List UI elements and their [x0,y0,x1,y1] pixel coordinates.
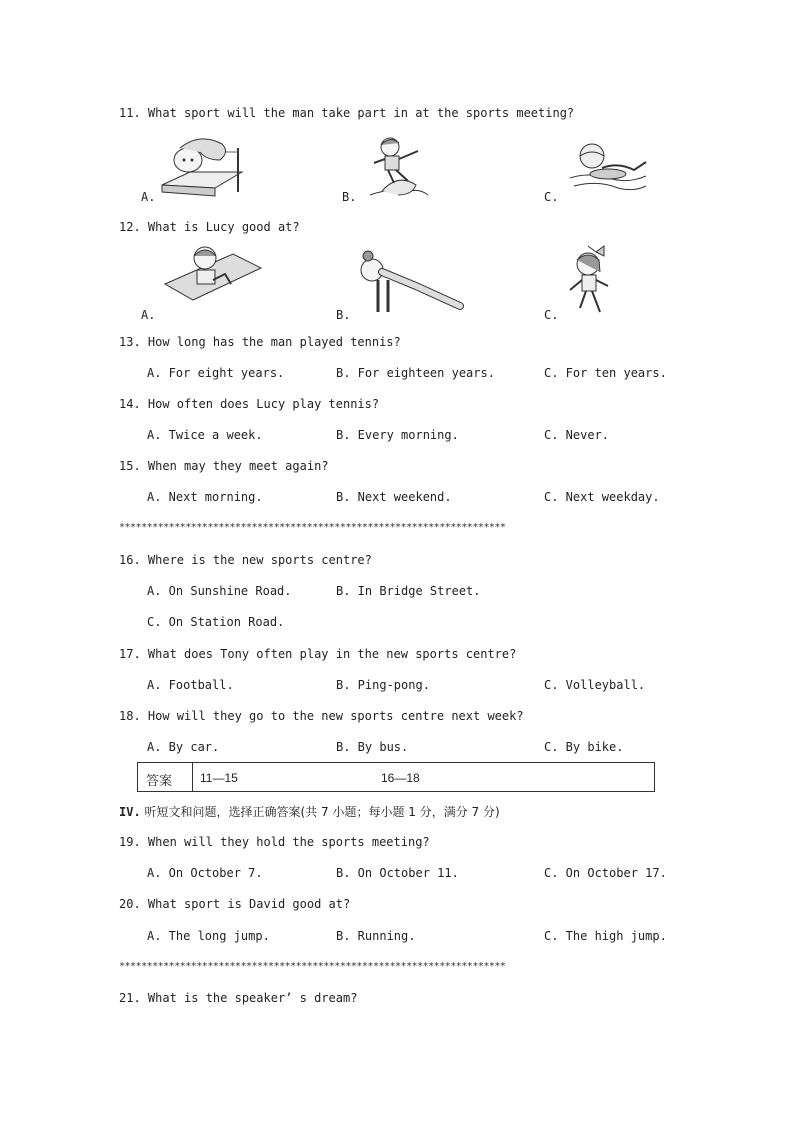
question-18: 18. How will they go to the new sports centre next week? [119,709,524,723]
option-11b[interactable]: B. [342,190,357,204]
option-15c[interactable]: C. Next weekday. [544,490,660,504]
question-11: 11. What sport will the man take part in at the sports meeting? [119,106,575,120]
section-4-heading [119,803,500,820]
option-16b[interactable]: B. In Bridge Street. [336,584,481,598]
question-19: 19. When will they hold the sports meeting? [119,835,430,849]
option-11a[interactable]: A. [141,190,156,204]
option-13a[interactable]: A. For eight years. [147,366,285,380]
question-17: 17. What does Tony often play in the new sports centre? [119,647,517,661]
option-19c[interactable]: C. On October 17. [544,866,667,880]
high-jump-illustration [160,130,245,202]
option-16a[interactable]: A. On Sunshine Road. [147,584,292,598]
option-18c[interactable]: C. By bike. [544,740,624,754]
option-15b[interactable]: B. Next weekend. [336,490,452,504]
option-17c[interactable]: C. Volleyball. [544,678,646,692]
question-15: 15. When may they meet again? [119,459,329,473]
option-13b[interactable]: B. For eighteen years. [336,366,495,380]
long-jump-illustration [368,133,430,201]
option-18b[interactable]: B. By bus. [336,740,409,754]
question-16: 16. Where is the new sports centre? [119,553,372,567]
option-19a[interactable]: A. On October 7. [147,866,263,880]
push-ups-illustration [356,250,466,318]
option-20c[interactable]: C. The high jump. [544,929,667,943]
sit-ups-illustration [163,244,263,304]
question-20: 20. What sport is David good at? [119,897,351,911]
question-14: 14. How often does Lucy play tennis? [119,397,380,411]
option-14c[interactable]: C. Never. [544,428,610,442]
answer-box-divider [192,763,193,791]
answer-box [137,762,655,792]
section-4-title: 听短文和问题，选择正确答案(共 7 小题；每小题 1 分，满分 7 分) [144,805,500,819]
answer-range-16-18[interactable]: 16—18 [381,771,420,785]
question-21: 21. What is the speaker’ s dream? [119,991,358,1005]
option-11c[interactable]: C. [544,190,559,204]
answer-label: 答案 [146,774,173,789]
option-17a[interactable]: A. Football. [147,678,234,692]
option-15a[interactable]: A. Next morning. [147,490,263,504]
option-14a[interactable]: A. Twice a week. [147,428,263,442]
option-16c[interactable]: C. On Station Road. [147,615,285,629]
option-12a[interactable]: A. [141,308,156,322]
divider-1: ********************************************************************** [119,522,506,533]
question-13: 13. How long has the man played tennis? [119,335,401,349]
answer-range-11-15[interactable]: 11—15 [200,771,238,785]
swimming-illustration [568,142,648,200]
option-17b[interactable]: B. Ping-pong. [336,678,430,692]
option-14b[interactable]: B. Every morning. [336,428,459,442]
question-12: 12. What is Lucy good at? [119,220,300,234]
option-18a[interactable]: A. By car. [147,740,220,754]
option-19b[interactable]: B. On October 11. [336,866,459,880]
option-20a[interactable]: A. The long jump. [147,929,270,943]
divider-2: ********************************************************************** [119,961,506,972]
option-20b[interactable]: B. Running. [336,929,416,943]
option-12c[interactable]: C. [544,308,559,322]
section-4-number: IV. [119,805,141,819]
option-12b[interactable]: B. [336,308,351,322]
running-illustration [566,242,616,320]
option-13c[interactable]: C. For ten years. [544,366,667,380]
